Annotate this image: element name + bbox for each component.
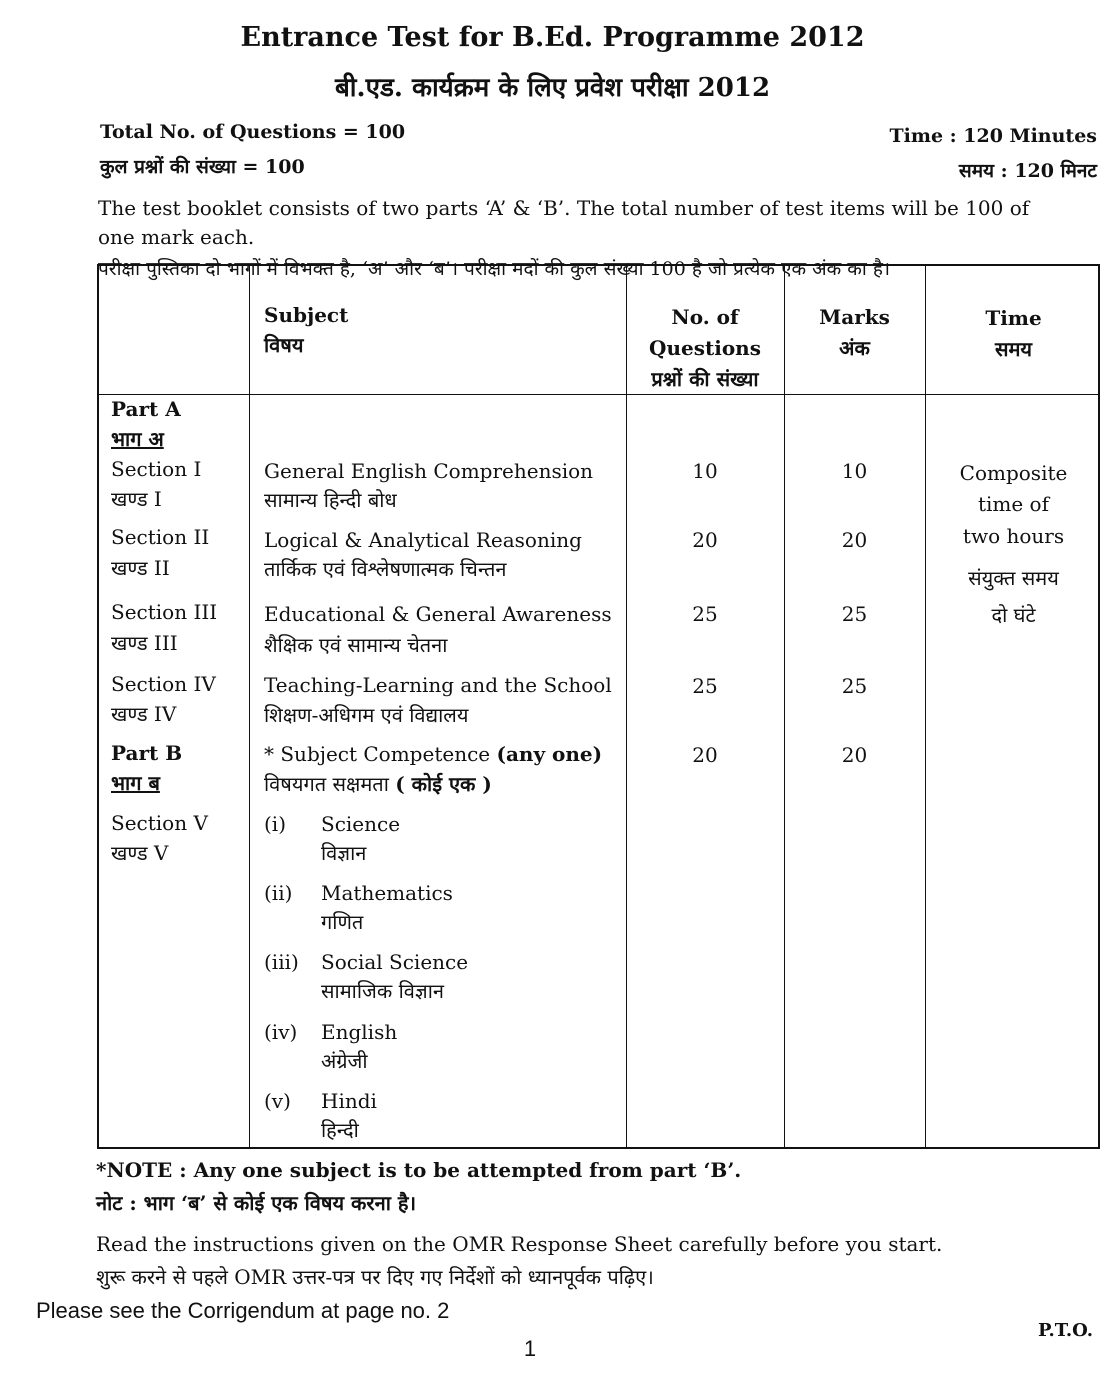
part-b-en: Part B <box>111 741 183 765</box>
col-divider <box>626 266 627 1147</box>
option-num: (iv) <box>264 1020 298 1044</box>
marks-3: 25 <box>841 602 868 626</box>
header-time-hi: समय <box>994 337 1033 361</box>
subject-3-hi: शैक्षिक एवं सामान्य चेतना <box>264 633 448 657</box>
questions-5: 20 <box>692 743 718 767</box>
section-4-en: Section IV <box>111 672 216 696</box>
header-subject-en: Subject <box>264 303 349 327</box>
corrigendum-note: Please see the Corrigendum at page no. 2 <box>36 1298 450 1323</box>
option-en: English <box>321 1020 398 1044</box>
option-num: (i) <box>264 812 287 836</box>
header-questions-en2: Questions <box>649 336 761 360</box>
total-questions-hi: कुल प्रश्नों की संख्या = 100 <box>100 156 305 178</box>
marks-2: 20 <box>841 528 868 552</box>
header-questions-hi: प्रश्नों की संख्या <box>651 367 759 391</box>
subject-1-en: General English Comprehension <box>264 459 594 483</box>
time-note-en2: time of <box>977 492 1050 516</box>
time-note-hi2: दो घंटे <box>991 603 1036 627</box>
questions-4: 25 <box>692 674 718 698</box>
section-2-hi: खण्ड II <box>111 556 170 580</box>
option-en: Science <box>321 812 401 836</box>
questions-1: 10 <box>692 459 718 483</box>
subject-competence-hi-label: विषयगत सक्षमता <box>264 772 396 796</box>
header-marks-en: Marks <box>819 305 890 329</box>
subject-3-en: Educational & General Awareness <box>264 602 612 626</box>
time-note-en1: Composite <box>959 461 1068 485</box>
section-5-hi: खण्ड V <box>111 841 169 865</box>
intro-en-line2: one mark each. <box>98 225 255 249</box>
time-hi: समय : 120 मिनट <box>958 160 1097 182</box>
part-b-hi: भाग ब <box>111 771 160 795</box>
intro-en-line1: The test booklet consists of two parts ‘A’ & ‘B’. The total number of test items will be 100 of <box>98 196 1030 220</box>
option-hi: अंग्रेजी <box>321 1049 368 1073</box>
option-hi: विज्ञान <box>321 841 367 865</box>
subject-4-hi: शिक्षण-अधिगम एवं विद्यालय <box>264 703 469 727</box>
subject-4-en: Teaching-Learning and the School <box>264 673 612 697</box>
time-note-en3: two hours <box>962 524 1065 548</box>
questions-3: 25 <box>692 602 718 626</box>
option-en: Hindi <box>321 1089 377 1113</box>
subject-2-hi: तार्किक एवं विश्लेषणात्मक चिन्तन <box>264 557 507 581</box>
questions-2: 20 <box>692 528 718 552</box>
col-divider <box>784 266 785 1147</box>
option-en: Social Science <box>321 950 469 974</box>
instructions-en: Read the instructions given on the OMR Response Sheet carefully before you start. <box>96 1232 943 1256</box>
intro-hi: परीक्षा पुस्तिका दो भागों में विभक्त है, ‘अ’ और ‘ब’। परीक्षा मदों की कुल संख्या 100 है जो प्रत्येक एक अंक का है। <box>98 258 891 280</box>
section-3-hi: खण्ड III <box>111 631 178 655</box>
subject-2-en: Logical & Analytical Reasoning <box>264 528 582 552</box>
header-questions-en1: No. of <box>671 305 739 329</box>
section-3-en: Section III <box>111 600 218 624</box>
section-5-en: Section V <box>111 811 208 835</box>
section-1-hi: खण्ड I <box>111 487 162 511</box>
section-1-en: Section I <box>111 457 202 481</box>
subject-competence-hi <box>264 769 492 799</box>
header-marks-hi: अंक <box>839 336 870 360</box>
section-4-hi: खण्ड IV <box>111 702 177 726</box>
subject-1-hi: सामान्य हिन्दी बोध <box>264 488 397 512</box>
marks-1: 10 <box>841 459 868 483</box>
time-note-hi1: संयुक्त समय <box>968 566 1059 590</box>
option-en: Mathematics <box>321 881 453 905</box>
part-a-en: Part A <box>111 397 181 421</box>
subject-competence-label: * Subject Competence <box>264 742 497 766</box>
time-en: Time : 120 Minutes <box>889 125 1097 147</box>
col-divider <box>925 266 926 1147</box>
page-number: 1 <box>523 1336 537 1361</box>
any-one-hi-label: ( कोई एक ) <box>395 772 492 796</box>
exam-structure-table <box>97 264 1100 1149</box>
instructions-hi: शुरू करने से पहले OMR उत्तर-पत्र पर दिए गए निर्देशों को ध्यानपूर्वक पढ़िए। <box>96 1265 654 1289</box>
note-en: *NOTE : Any one subject is to be attempted from part ‘B’. <box>96 1158 742 1182</box>
any-one-label: (any one) <box>496 742 603 766</box>
header-time-en: Time <box>985 306 1042 330</box>
header-divider <box>99 394 1098 395</box>
option-hi: गणित <box>321 910 364 934</box>
pto-label: P.T.O. <box>1037 1320 1093 1341</box>
note-hi: नोट : भाग ‘ब’ से कोई एक विषय करना है। <box>96 1191 417 1215</box>
option-hi: हिन्दी <box>321 1118 359 1142</box>
header-subject-hi: विषय <box>264 333 304 357</box>
title-hindi: बी.एड. कार्यक्रम के लिए प्रवेश परीक्षा 2012 <box>334 73 771 103</box>
col-divider <box>249 266 250 1147</box>
option-hi: सामाजिक विज्ञान <box>321 979 444 1003</box>
total-questions-en: Total No. of Questions = 100 <box>100 121 406 143</box>
option-num: (iii) <box>264 950 299 974</box>
subject-competence-en <box>264 739 602 769</box>
part-a-hi: भाग अ <box>111 427 164 451</box>
option-num: (v) <box>264 1089 291 1113</box>
marks-4: 25 <box>841 674 868 698</box>
marks-5: 20 <box>841 743 868 767</box>
option-num: (ii) <box>264 881 293 905</box>
section-2-en: Section II <box>111 525 210 549</box>
title-english: Entrance Test for B.Ed. Programme 2012 <box>240 22 865 53</box>
